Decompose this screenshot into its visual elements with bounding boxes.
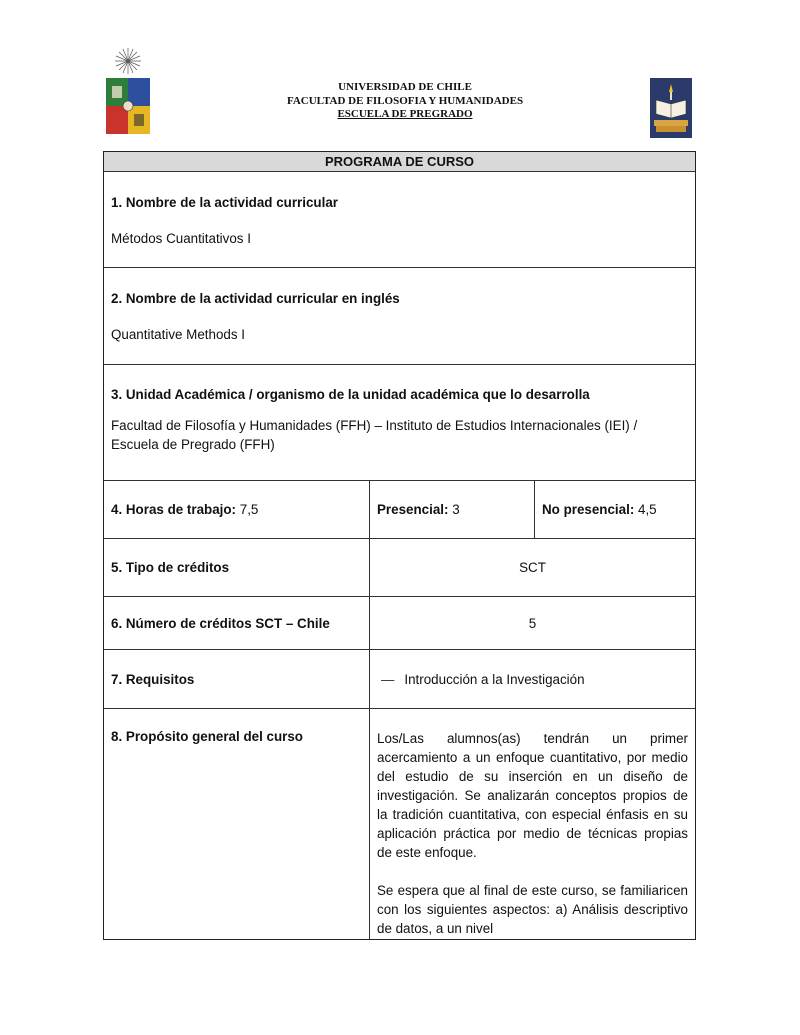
section-7-value: Introducción a la Investigación [404, 671, 585, 687]
program-title: PROGRAMA DE CURSO [104, 152, 695, 171]
section-7-label: 7. Requisitos [111, 671, 195, 687]
section-1-value: Métodos Cuantitativos I [111, 231, 251, 246]
section-8-label-cell [104, 709, 370, 939]
section-2-value: Quantitative Methods I [111, 327, 245, 342]
section-6-label: 6. Número de créditos SCT – Chile [111, 615, 330, 631]
section-8-value-cell [370, 709, 695, 939]
hours-value: 7,5 [239, 502, 259, 517]
section-6-label-cell [104, 597, 370, 649]
institution-header [150, 81, 660, 122]
purpose-paragraph-2: Se espera que al final de este curso, se familiaricen con los siguientes aspectos: a) Análisis descriptivo de datos, a un nivel [377, 883, 688, 936]
section-5-value: SCT [519, 560, 546, 575]
section-3 [104, 364, 695, 480]
hours-label: 4. Horas de trabajo: [111, 502, 237, 517]
section-2 [104, 267, 695, 364]
purpose-paragraph-1: Los/Las alumnos(as) tendrán un primer acercamiento a un enfoque cuantitativo, por medio del estudio de su inserción en un diseño de investigación. Se analizarán conceptos propios de la tradición cuantitativa, con especial énfasis en su aplicación práctica por medio de técnicas propias de este enfoque. [377, 731, 688, 860]
university-name: UNIVERSIDAD DE CHILE [338, 81, 472, 93]
book-lamp-emblem-icon [650, 78, 692, 138]
section-6 [104, 596, 695, 649]
section-3-value: Facultad de Filosofía y Humanidades (FFH) – Instituto de Estudios Internacionales (IEI) / Escuela de Pregrado (FFH) [111, 418, 638, 452]
faculty-name: FACULTAD DE FILOSOFIA Y HUMANIDADES [286, 94, 524, 107]
no-presencial-label: No presencial: [542, 502, 635, 517]
section-1-label: 1. Nombre de la actividad curricular [111, 195, 338, 210]
section-7 [104, 649, 695, 708]
section-4 [104, 480, 695, 538]
school-name: ESCUELA DE PREGRADO [337, 108, 473, 120]
section-8 [104, 708, 695, 939]
section-6-value: 5 [528, 615, 537, 631]
no-presencial-cell [535, 481, 695, 538]
section-5-label: 5. Tipo de créditos [111, 560, 230, 575]
course-program-table [103, 151, 696, 940]
section-1 [104, 171, 695, 267]
section-2-label: 2. Nombre de la actividad curricular en inglés [111, 291, 400, 306]
requirement-bullet: — [381, 671, 395, 687]
hours-cell [104, 481, 370, 538]
university-crest-icon [104, 46, 152, 136]
section-7-label-cell [104, 650, 370, 708]
presencial-label: Presencial: [377, 502, 449, 517]
section-7-value-cell [370, 650, 695, 708]
section-8-label: 8. Propósito general del curso [111, 729, 303, 744]
presencial-value: 3 [452, 502, 460, 517]
section-5 [104, 538, 695, 596]
section-3-label: 3. Unidad Académica / organismo de la unidad académica que lo desarrolla [111, 387, 590, 402]
section-5-label-cell [104, 539, 370, 596]
presencial-cell [370, 481, 535, 538]
no-presencial-value: 4,5 [638, 502, 657, 517]
